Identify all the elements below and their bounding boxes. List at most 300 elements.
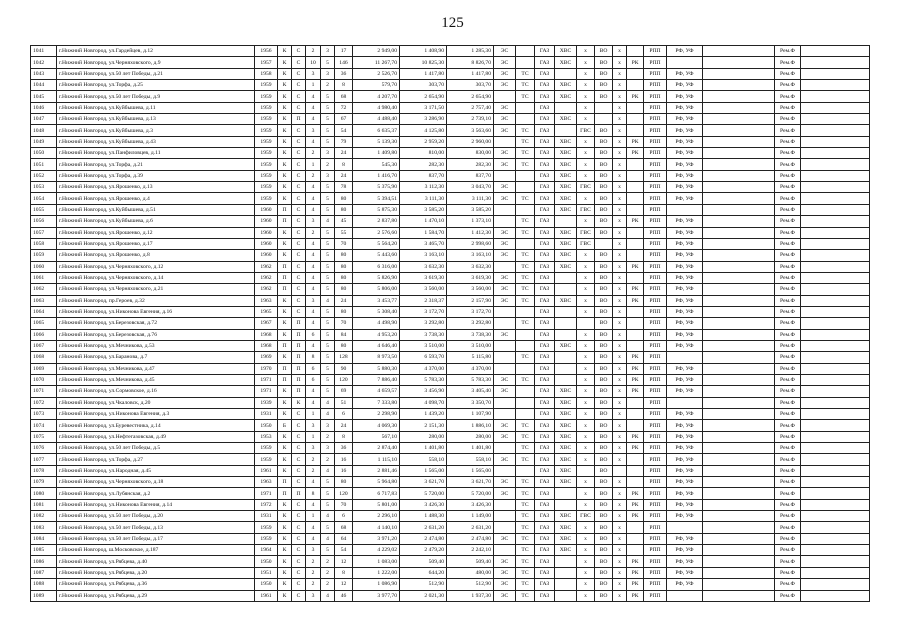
cell-hot-water: х (577, 340, 595, 351)
cell-electricity: ЭС (494, 477, 516, 488)
cell-year-built: 1931 (255, 511, 278, 522)
cell-record-no: 1071 (31, 386, 57, 397)
cell-year-built: 1953 (255, 431, 278, 442)
cell-material-floors: П (292, 363, 306, 374)
cell-repair-fund: РК (627, 284, 644, 295)
cell-material-walls: К (278, 182, 292, 193)
cell-blank-col (703, 272, 775, 283)
table-body (31, 46, 870, 602)
cell-fund-type: Рем.Ф (775, 590, 801, 601)
cell-material-floors: С (292, 272, 306, 283)
cell-cold-water (555, 590, 577, 601)
cell-gas: ГАЗ (535, 148, 555, 159)
cell-hot-water: х (577, 114, 595, 125)
cell-floors: 5 (321, 136, 335, 147)
cell-extra-col (801, 454, 870, 465)
cell-blank-col (703, 340, 775, 351)
cell-fund-type: Рем.Ф (775, 454, 801, 465)
cell-refuse-chute: х (613, 216, 627, 227)
cell-material-walls: К (278, 443, 292, 454)
cell-residential-area: 3 563,60 (447, 125, 494, 136)
cell-apartments: 6 (335, 511, 353, 522)
cell-apartments: 12 (335, 556, 353, 567)
cell-material-walls: К (278, 159, 292, 170)
cell-floors: 5 (321, 250, 335, 261)
cell-floors: 2 (321, 454, 335, 465)
cell-repair-type: РФ, УФ (667, 136, 703, 147)
cell-gas: ГАЗ (535, 409, 555, 420)
cell-entrances: 3 (306, 443, 321, 454)
cell-gas: ГАЗ (535, 125, 555, 136)
cell-extra-col (801, 352, 870, 363)
cell-gas: ГАЗ (535, 340, 555, 351)
cell-blank-col (703, 148, 775, 159)
cell-gas: ГАЗ (535, 238, 555, 249)
cell-total-area: 3 971,20 (353, 533, 400, 544)
cell-refuse-chute: х (613, 454, 627, 465)
cell-total-area: 5 826,90 (353, 272, 400, 283)
cell-material-floors: П (292, 386, 306, 397)
cell-refuse-chute: х (613, 579, 627, 590)
cell-repair-type: РФ, УФ (667, 545, 703, 556)
cell-year-built: 1971 (255, 488, 278, 499)
cell-gas: ГАЗ (535, 102, 555, 113)
cell-total-area: 4 980,40 (353, 102, 400, 113)
cell-electricity (494, 136, 516, 147)
cell-residential-area: 3 738,30 (447, 329, 494, 340)
cell-total-area: 1 416,70 (353, 170, 400, 181)
table-row (31, 272, 870, 283)
cell-gas: ГАЗ (535, 443, 555, 454)
cell-living-area: 10 825,30 (400, 57, 447, 68)
cell-floors: 2 (321, 159, 335, 170)
table-row (31, 465, 870, 476)
cell-cold-water (555, 306, 577, 317)
table-row (31, 306, 870, 317)
cell-address: г.Нижний Новгород, ул.Ярошенко, д.13 (57, 182, 255, 193)
cell-entrances: 1 (306, 409, 321, 420)
cell-residential-area: 1 401,80 (447, 443, 494, 454)
cell-plumbing: РПП (644, 193, 667, 204)
cell-repair-fund (627, 545, 644, 556)
cell-gas: ГАЗ (535, 590, 555, 601)
cell-repair-fund (627, 465, 644, 476)
cell-total-area: 3 977,70 (353, 590, 400, 601)
cell-heating (516, 238, 535, 249)
cell-residential-area: 282,30 (447, 159, 494, 170)
cell-year-built: 1958 (255, 68, 278, 79)
cell-material-walls: П (278, 488, 292, 499)
cell-material-floors: П (292, 488, 306, 499)
cell-material-floors: К (292, 397, 306, 408)
cell-living-area: 837,70 (400, 170, 447, 181)
cell-extra-col (801, 477, 870, 488)
cell-total-area: 5 875,30 (353, 204, 400, 215)
cell-hot-water: х (577, 261, 595, 272)
cell-refuse-chute: х (613, 306, 627, 317)
cell-refuse-chute: х (613, 533, 627, 544)
cell-sewerage: ВО (595, 443, 613, 454)
cell-fund-type: Рем.Ф (775, 204, 801, 215)
cell-sewerage: ВО (595, 284, 613, 295)
cell-material-walls: К (278, 57, 292, 68)
cell-residential-area: 830,00 (447, 148, 494, 159)
cell-refuse-chute: х (613, 590, 627, 601)
cell-plumbing: РПП (644, 352, 667, 363)
cell-extra-col (801, 193, 870, 204)
cell-living-area: 3 632,30 (400, 261, 447, 272)
cell-fund-type: Рем.Ф (775, 579, 801, 590)
cell-residential-area: 3 619,30 (447, 272, 494, 283)
cell-record-no: 1073 (31, 409, 57, 420)
cell-hot-water: х (577, 329, 595, 340)
cell-record-no: 1050 (31, 148, 57, 159)
cell-fund-type: Рем.Ф (775, 46, 801, 57)
cell-heating: ТС (516, 91, 535, 102)
cell-sewerage: ВО (595, 227, 613, 238)
cell-plumbing: РПП (644, 499, 667, 510)
cell-blank-col (703, 318, 775, 329)
cell-fund-type: Рем.Ф (775, 511, 801, 522)
cell-entrances: 4 (306, 477, 321, 488)
cell-sewerage: ВО (595, 193, 613, 204)
cell-refuse-chute: х (613, 80, 627, 91)
cell-fund-type: Рем.Ф (775, 397, 801, 408)
cell-blank-col (703, 397, 775, 408)
cell-fund-type: Рем.Ф (775, 374, 801, 385)
cell-sewerage: ВО (595, 125, 613, 136)
cell-floors: 5 (321, 363, 335, 374)
cell-total-area: 7 333,80 (353, 397, 400, 408)
cell-entrances: 3 (306, 68, 321, 79)
cell-extra-col (801, 68, 870, 79)
cell-plumbing: РПП (644, 477, 667, 488)
cell-fund-type: Рем.Ф (775, 216, 801, 227)
cell-repair-fund: РК (627, 386, 644, 397)
cell-year-built: 1951 (255, 567, 278, 578)
cell-entrances: 4 (306, 238, 321, 249)
cell-material-walls: П (278, 374, 292, 385)
cell-cold-water: ХВС (555, 477, 577, 488)
cell-apartments: 24 (335, 295, 353, 306)
cell-residential-area: 3 585,20 (447, 204, 494, 215)
cell-repair-type: РФ, УФ (667, 386, 703, 397)
cell-refuse-chute: х (613, 374, 627, 385)
cell-electricity: ЭС (494, 159, 516, 170)
cell-floors: 4 (321, 295, 335, 306)
cell-fund-type: Рем.Ф (775, 250, 801, 261)
cell-heating (516, 46, 535, 57)
cell-record-no: 1077 (31, 454, 57, 465)
cell-year-built: 1957 (255, 57, 278, 68)
cell-record-no: 1065 (31, 318, 57, 329)
cell-plumbing: РПП (644, 590, 667, 601)
cell-electricity (494, 170, 516, 181)
cell-blank-col (703, 352, 775, 363)
cell-heating: ТС (516, 522, 535, 533)
table-row (31, 363, 870, 374)
cell-cold-water: ХВС (555, 57, 577, 68)
cell-hot-water: х (577, 533, 595, 544)
cell-floors: 3 (321, 68, 335, 79)
cell-apartments: 24 (335, 170, 353, 181)
housing-register-table (30, 45, 870, 602)
cell-refuse-chute: х (613, 238, 627, 249)
cell-record-no: 1066 (31, 329, 57, 340)
cell-gas: ГАЗ (535, 68, 555, 79)
cell-cold-water (555, 284, 577, 295)
cell-blank-col (703, 556, 775, 567)
cell-refuse-chute: х (613, 318, 627, 329)
cell-living-area: 3 465,70 (400, 238, 447, 249)
cell-total-area: 4 488,40 (353, 114, 400, 125)
cell-repair-fund (627, 102, 644, 113)
cell-plumbing: РПП (644, 454, 667, 465)
cell-material-floors: П (292, 352, 306, 363)
cell-material-walls: К (278, 533, 292, 544)
cell-refuse-chute: х (613, 159, 627, 170)
cell-refuse-chute: х (613, 545, 627, 556)
cell-gas: ГАЗ (535, 329, 555, 340)
cell-material-floors: С (292, 91, 306, 102)
cell-blank-col (703, 363, 775, 374)
cell-floors: 5 (321, 284, 335, 295)
cell-repair-type: РФ, УФ (667, 159, 703, 170)
cell-living-area: 303,70 (400, 80, 447, 91)
cell-material-floors: С (292, 238, 306, 249)
cell-blank-col (703, 91, 775, 102)
cell-entrances: 2 (306, 46, 321, 57)
cell-residential-area: 3 172,70 (447, 306, 494, 317)
cell-plumbing: РПП (644, 533, 667, 544)
cell-blank-col (703, 488, 775, 499)
cell-living-area: 1 470,10 (400, 216, 447, 227)
cell-plumbing: РПП (644, 409, 667, 420)
cell-apartments: 6 (335, 409, 353, 420)
cell-sewerage (595, 238, 613, 249)
cell-heating: ТС (516, 216, 535, 227)
cell-electricity (494, 318, 516, 329)
cell-electricity (494, 91, 516, 102)
cell-plumbing: РПП (644, 420, 667, 431)
cell-fund-type: Рем.Ф (775, 227, 801, 238)
cell-blank-col (703, 238, 775, 249)
cell-extra-col (801, 579, 870, 590)
cell-heating: ТС (516, 420, 535, 431)
cell-material-walls: К (278, 68, 292, 79)
cell-record-no: 1086 (31, 556, 57, 567)
cell-total-area: 6 717,83 (353, 488, 400, 499)
cell-year-built: 1962 (255, 261, 278, 272)
cell-entrances: 2 (306, 579, 321, 590)
table-row (31, 556, 870, 567)
cell-material-floors: С (292, 46, 306, 57)
cell-year-built: 1962 (255, 272, 278, 283)
cell-entrances: 4 (306, 318, 321, 329)
cell-material-floors: С (292, 170, 306, 181)
cell-repair-type: РФ, УФ (667, 443, 703, 454)
cell-living-area: 3 163,10 (400, 250, 447, 261)
cell-address: г.Нижний Новгород, ул.Лубянская, д.2 (57, 488, 255, 499)
cell-apartments: 64 (335, 533, 353, 544)
cell-year-built: 1959 (255, 114, 278, 125)
cell-sewerage: ВО (595, 57, 613, 68)
cell-extra-col (801, 567, 870, 578)
cell-living-area: 5 783,30 (400, 374, 447, 385)
cell-year-built: 1960 (255, 227, 278, 238)
cell-sewerage: ВО (595, 329, 613, 340)
cell-blank-col (703, 477, 775, 488)
cell-total-area: 1 222,00 (353, 567, 400, 578)
cell-entrances: 10 (306, 57, 321, 68)
cell-repair-type: РФ, УФ (667, 125, 703, 136)
cell-repair-type: РФ, УФ (667, 238, 703, 249)
cell-sewerage: ВО (595, 295, 613, 306)
cell-gas: ГАЗ (535, 114, 555, 125)
cell-hot-water: ГВС (577, 182, 595, 193)
cell-plumbing: РПП (644, 57, 667, 68)
cell-repair-fund: РК (627, 567, 644, 578)
cell-entrances: 4 (306, 250, 321, 261)
cell-cold-water: ХВС (555, 420, 577, 431)
cell-hot-water: х (577, 420, 595, 431)
cell-record-no: 1043 (31, 68, 57, 79)
cell-material-walls: К (278, 46, 292, 57)
cell-floors: 5 (321, 272, 335, 283)
cell-repair-fund (627, 340, 644, 351)
cell-apartments: 8 (335, 431, 353, 442)
cell-material-walls: К (278, 193, 292, 204)
cell-repair-fund: РК (627, 579, 644, 590)
cell-year-built: 1970 (255, 363, 278, 374)
cell-address: г.Нижний Новгород, ул.Рябцева, д.36 (57, 579, 255, 590)
cell-electricity: ЭС (494, 590, 516, 601)
cell-material-floors: С (292, 136, 306, 147)
cell-extra-col (801, 261, 870, 272)
cell-fund-type: Рем.Ф (775, 306, 801, 317)
cell-blank-col (703, 386, 775, 397)
cell-heating: ТС (516, 318, 535, 329)
cell-sewerage: ВО (595, 409, 613, 420)
cell-repair-type: РФ, УФ (667, 374, 703, 385)
cell-fund-type: Рем.Ф (775, 170, 801, 181)
table-row (31, 136, 870, 147)
cell-apartments: 24 (335, 420, 353, 431)
cell-material-floors: С (292, 590, 306, 601)
cell-year-built: 1963 (255, 295, 278, 306)
cell-living-area: 2 151,30 (400, 420, 447, 431)
cell-living-area: 1 439,20 (400, 409, 447, 420)
cell-apartments: 120 (335, 374, 353, 385)
cell-living-area: 3 619,30 (400, 272, 447, 283)
cell-material-walls: К (278, 91, 292, 102)
cell-plumbing: РПП (644, 465, 667, 476)
cell-gas: ГАЗ (535, 193, 555, 204)
cell-total-area: 3 453,77 (353, 295, 400, 306)
cell-repair-fund: РК (627, 374, 644, 385)
cell-entrances: 4 (306, 284, 321, 295)
cell-apartments: 16 (335, 465, 353, 476)
cell-plumbing: РПП (644, 80, 667, 91)
cell-material-walls: К (278, 102, 292, 113)
cell-residential-area: 4 370,00 (447, 363, 494, 374)
cell-living-area: 1 584,70 (400, 227, 447, 238)
cell-repair-fund (627, 329, 644, 340)
cell-cold-water: ХВС (555, 545, 577, 556)
cell-floors: 5 (321, 499, 335, 510)
cell-address: г.Нижний Новгород, ул.Буревестника, д.14 (57, 420, 255, 431)
cell-address: г.Нижний Новгород, ул.Баранова, д.7 (57, 352, 255, 363)
cell-total-area: 567,10 (353, 431, 400, 442)
cell-refuse-chute (613, 465, 627, 476)
cell-cold-water (555, 125, 577, 136)
cell-total-area: 545,30 (353, 159, 400, 170)
cell-address: г.Нижний Новгород, ул.Куйбышева, д.6 (57, 216, 255, 227)
cell-address: г.Нижний Новгород, ул.Ярошенко, д.8 (57, 250, 255, 261)
cell-living-area: 6 593,70 (400, 352, 447, 363)
cell-year-built: 1959 (255, 148, 278, 159)
table-row (31, 57, 870, 68)
cell-electricity: ЭС (494, 431, 516, 442)
cell-total-area: 2 949,00 (353, 46, 400, 57)
cell-material-floors: С (292, 57, 306, 68)
cell-repair-fund (627, 193, 644, 204)
cell-electricity: ЭС (494, 329, 516, 340)
cell-address: г.Нижний Новгород, ул.Гардейцев, д.12 (57, 46, 255, 57)
cell-blank-col (703, 295, 775, 306)
cell-extra-col (801, 431, 870, 442)
cell-refuse-chute: х (613, 488, 627, 499)
cell-refuse-chute: х (613, 68, 627, 79)
cell-fund-type: Рем.Ф (775, 68, 801, 79)
cell-plumbing: РПП (644, 216, 667, 227)
cell-address: г.Нижний Новгород, ул.Куйбышева, д.3 (57, 125, 255, 136)
cell-gas: ГАЗ (535, 159, 555, 170)
cell-refuse-chute: х (613, 148, 627, 159)
cell-living-area: 3 456,90 (400, 386, 447, 397)
cell-refuse-chute: х (613, 193, 627, 204)
cell-address: г.Нижний Новгород, ул.Рябцева, д.29 (57, 590, 255, 601)
cell-heating: ТС (516, 227, 535, 238)
cell-material-walls: К (278, 318, 292, 329)
cell-address: г.Нижний Новгород, ул.Черняховского, д.21 (57, 284, 255, 295)
cell-apartments: 12 (335, 579, 353, 590)
cell-hot-water: х (577, 374, 595, 385)
cell-floors: 5 (321, 193, 335, 204)
cell-material-walls: П (278, 340, 292, 351)
cell-sewerage: ВО (595, 511, 613, 522)
cell-sewerage: ВО (595, 454, 613, 465)
cell-repair-type: РФ, УФ (667, 454, 703, 465)
cell-total-area: 6 635,37 (353, 125, 400, 136)
table-row (31, 454, 870, 465)
table-row (31, 488, 870, 499)
cell-repair-type: РФ, УФ (667, 284, 703, 295)
cell-sewerage (595, 102, 613, 113)
cell-entrances: 3 (306, 420, 321, 431)
cell-heating: ТС (516, 431, 535, 442)
cell-blank-col (703, 159, 775, 170)
cell-entrances: 4 (306, 261, 321, 272)
cell-heating (516, 102, 535, 113)
cell-total-area: 2 526,70 (353, 68, 400, 79)
cell-blank-col (703, 545, 775, 556)
cell-fund-type: Рем.Ф (775, 420, 801, 431)
cell-apartments: 68 (335, 91, 353, 102)
cell-record-no: 1046 (31, 102, 57, 113)
cell-heating: ТС (516, 136, 535, 147)
cell-residential-area: 1 886,10 (447, 420, 494, 431)
